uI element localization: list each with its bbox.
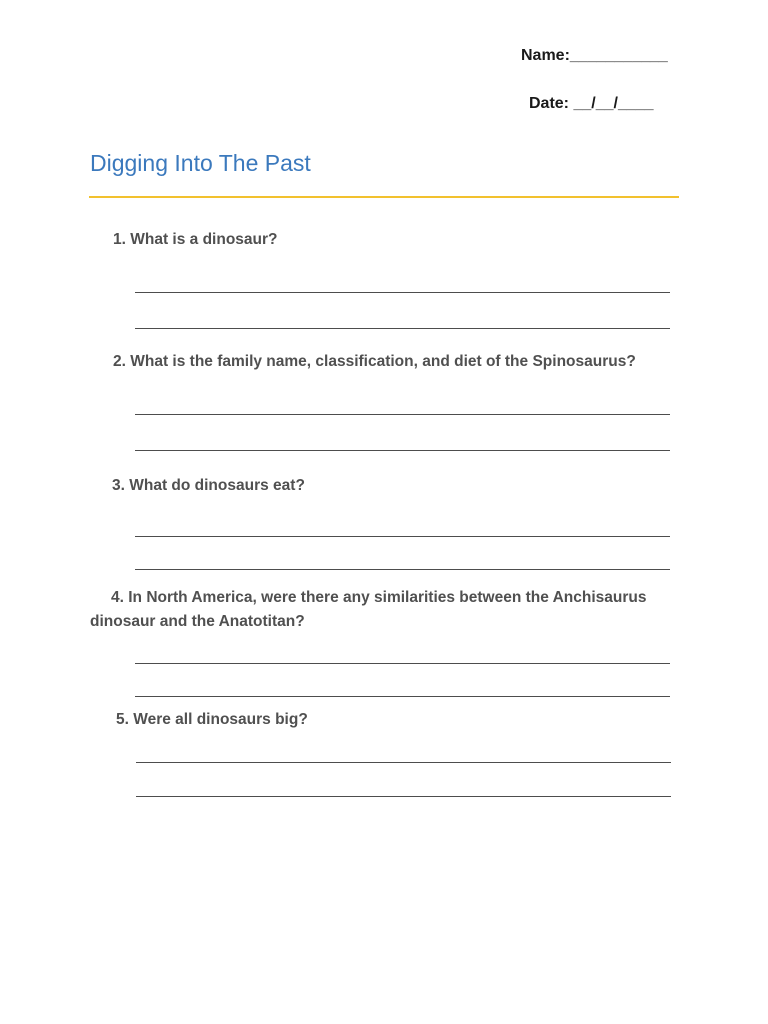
date-field-label: Date: __/__/____ (529, 95, 654, 112)
answer-line-1b (135, 328, 670, 329)
page-title: Digging Into The Past (90, 150, 311, 176)
name-field-label: Name:___________ (521, 47, 668, 64)
answer-line-4a (135, 663, 670, 664)
question-4: 4. In North America, were there any similarities between the Anchisaurus dinosaur and the Anatotitan? (90, 589, 647, 630)
answer-line-1a (135, 292, 670, 293)
title-divider (89, 196, 679, 198)
question-1: 1. What is a dinosaur? (113, 231, 278, 248)
answer-line-4b (135, 696, 670, 697)
question-5: 5. Were all dinosaurs big? (116, 711, 308, 728)
answer-line-5a (136, 762, 671, 763)
answer-line-2b (135, 450, 670, 451)
answer-line-5b (136, 796, 671, 797)
answer-line-3b (135, 569, 670, 570)
answer-line-3a (135, 536, 670, 537)
question-3: 3. What do dinosaurs eat? (112, 477, 305, 494)
answer-line-2a (135, 414, 670, 415)
question-2: 2. What is the family name, classification, and diet of the Spinosaurus? (113, 353, 636, 370)
